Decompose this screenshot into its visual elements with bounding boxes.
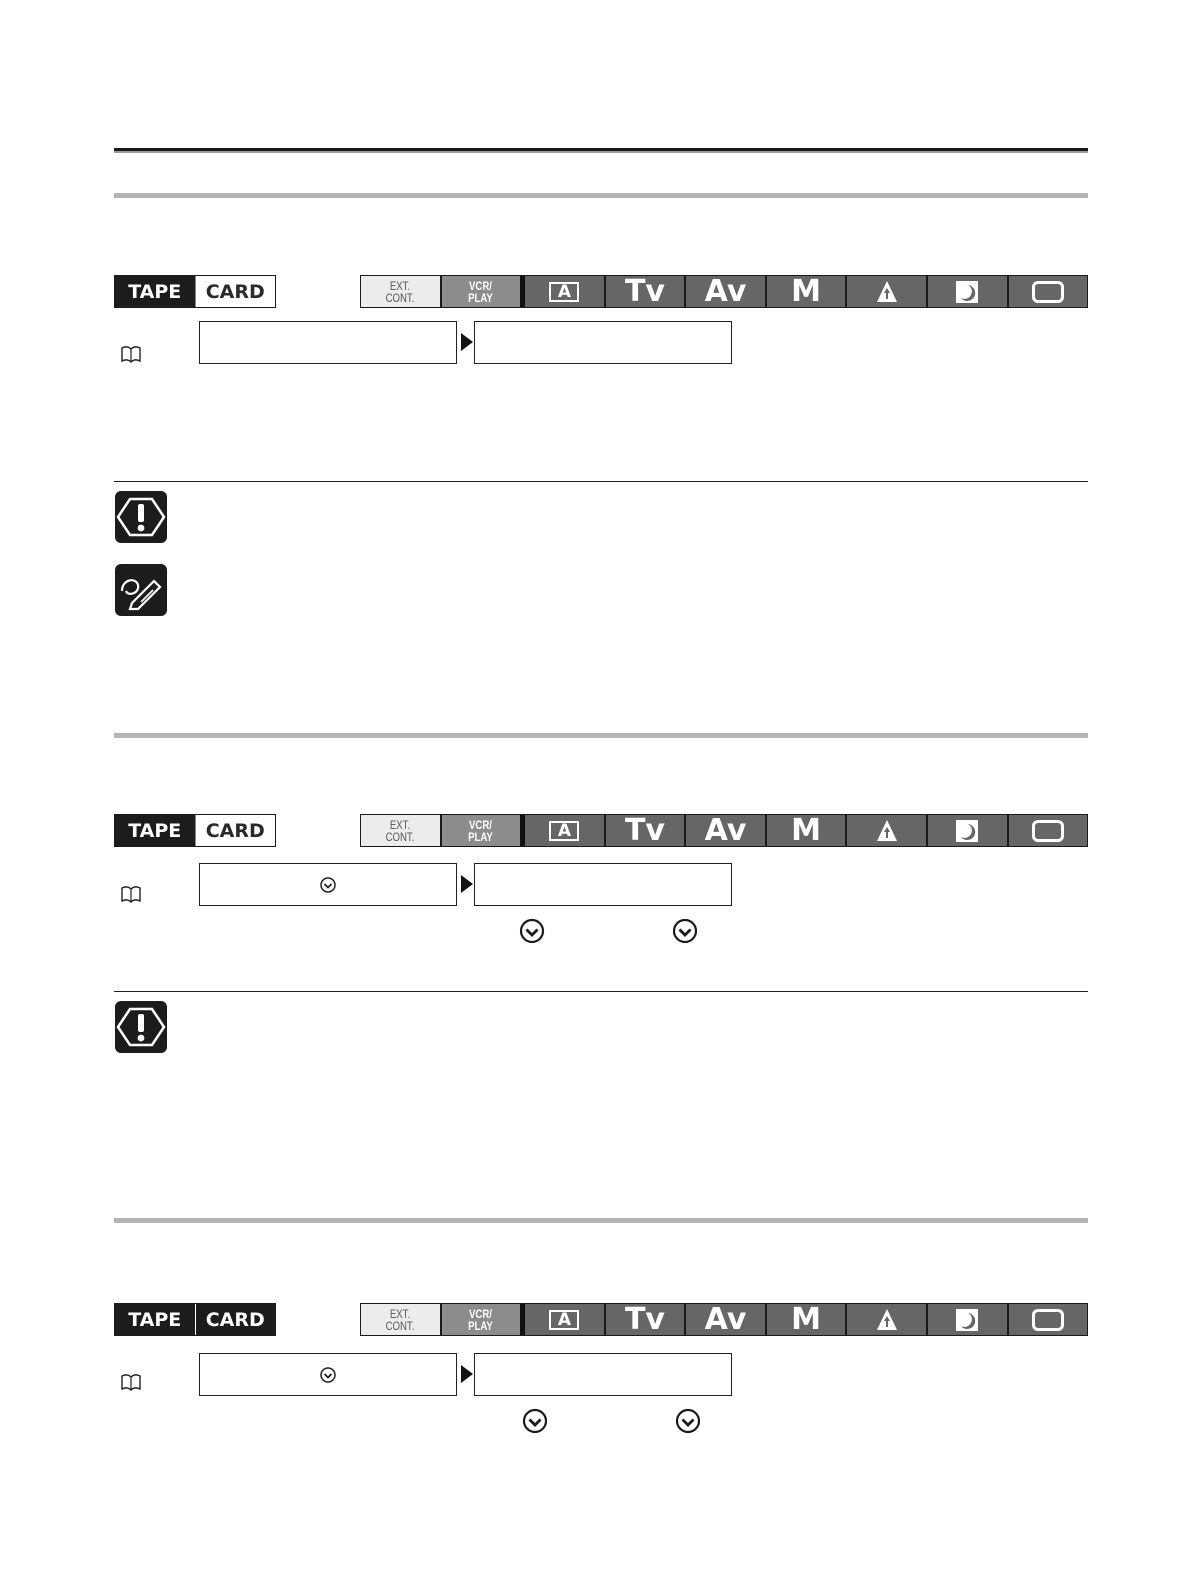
arrow-right-icon bbox=[461, 1365, 473, 1383]
check-circle-icon bbox=[319, 876, 337, 894]
mode-auto: A bbox=[525, 276, 606, 307]
night-mode-icon bbox=[928, 1304, 1009, 1335]
mode-manual: M bbox=[767, 276, 848, 307]
tape-badge: TAPE bbox=[115, 815, 195, 846]
mode-dial-bar bbox=[360, 275, 1088, 308]
check-circle-icon bbox=[672, 918, 698, 944]
spotlight-mode-icon bbox=[1009, 1304, 1088, 1335]
mode-ext-cont: EXT. CONT. bbox=[361, 276, 442, 307]
portrait-mode-icon bbox=[847, 276, 928, 307]
check-circle-icon bbox=[675, 1408, 701, 1434]
section-divider bbox=[114, 193, 1088, 198]
menu-box-left bbox=[199, 1353, 457, 1396]
note-pencil-icon bbox=[114, 563, 168, 617]
mode-vcr-play: VCR/ PLAY bbox=[442, 276, 526, 307]
tape-badge: TAPE bbox=[115, 276, 195, 307]
card-badge: CARD bbox=[196, 276, 276, 307]
mode-av: Av bbox=[686, 1304, 767, 1335]
tape-badge: TAPE bbox=[115, 1304, 195, 1335]
tape-card-indicator bbox=[114, 275, 276, 308]
menu-box-left bbox=[199, 321, 457, 364]
check-circle-icon bbox=[522, 1408, 548, 1434]
spotlight-mode-icon bbox=[1009, 276, 1088, 307]
caution-icon bbox=[114, 490, 168, 544]
mode-dial-bar bbox=[360, 1303, 1088, 1336]
mode-tv: Tv bbox=[606, 1304, 687, 1335]
menu-box-left bbox=[199, 863, 457, 906]
portrait-mode-icon bbox=[847, 815, 928, 846]
mode-dial-bar bbox=[360, 814, 1088, 847]
tape-card-indicator bbox=[114, 814, 276, 847]
mode-vcr-play: VCR/ PLAY bbox=[442, 815, 526, 846]
check-circle-icon bbox=[319, 1366, 337, 1384]
book-icon bbox=[120, 885, 142, 903]
book-icon bbox=[120, 345, 142, 363]
section-separator bbox=[114, 481, 1088, 482]
night-mode-icon bbox=[928, 815, 1009, 846]
menu-box-right bbox=[474, 863, 732, 906]
caution-icon bbox=[114, 1000, 168, 1054]
card-badge: CARD bbox=[196, 815, 276, 846]
mode-ext-cont: EXT. CONT. bbox=[361, 1304, 442, 1335]
night-mode-icon bbox=[928, 276, 1009, 307]
arrow-right-icon bbox=[461, 333, 473, 351]
section-separator bbox=[114, 991, 1088, 992]
mode-auto: A bbox=[525, 1304, 606, 1335]
mode-manual: M bbox=[767, 1304, 848, 1335]
mode-ext-cont: EXT. CONT. bbox=[361, 815, 442, 846]
tape-card-indicator bbox=[114, 1303, 276, 1336]
section-divider bbox=[114, 1218, 1088, 1223]
spotlight-mode-icon bbox=[1009, 815, 1088, 846]
header-rule bbox=[114, 148, 1088, 153]
menu-box-right bbox=[474, 1353, 732, 1396]
mode-tv: Tv bbox=[606, 276, 687, 307]
portrait-mode-icon bbox=[847, 1304, 928, 1335]
arrow-right-icon bbox=[461, 875, 473, 893]
book-icon bbox=[120, 1373, 142, 1391]
menu-box-right bbox=[474, 321, 732, 364]
mode-vcr-play: VCR/ PLAY bbox=[442, 1304, 526, 1335]
mode-av: Av bbox=[686, 276, 767, 307]
mode-auto: A bbox=[525, 815, 606, 846]
mode-tv: Tv bbox=[606, 815, 687, 846]
section-divider bbox=[114, 733, 1088, 738]
mode-manual: M bbox=[767, 815, 848, 846]
mode-av: Av bbox=[686, 815, 767, 846]
check-circle-icon bbox=[519, 918, 545, 944]
card-badge: CARD bbox=[196, 1304, 276, 1335]
